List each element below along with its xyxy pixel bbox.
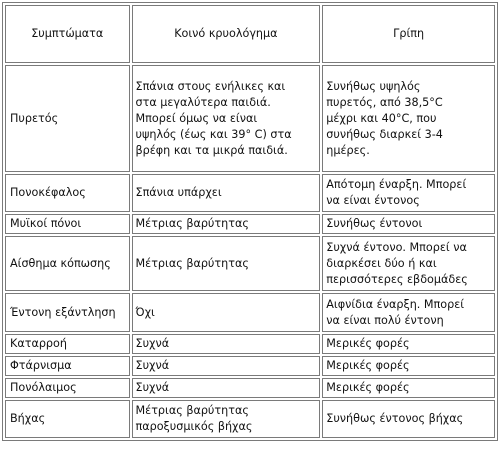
flu-cell: Μερικές φορές <box>322 356 495 376</box>
symptom-cell: Πονόλαιμος <box>5 378 130 398</box>
cold-cell: Συχνά <box>132 356 321 376</box>
table-row <box>5 400 495 438</box>
flu-cell: Μερικές φορές <box>322 334 495 354</box>
symptom-cell: Καταρροή <box>5 334 130 354</box>
table-row <box>5 174 495 212</box>
table-row <box>5 65 495 172</box>
table-row <box>5 334 495 354</box>
table-row <box>5 236 495 291</box>
header-common-cold: Κοινό κρυολόγημα <box>132 5 321 63</box>
header-row <box>5 5 495 63</box>
table-row <box>5 378 495 398</box>
symptom-cell: Έντονη εξάντληση <box>5 293 130 332</box>
symptom-cell: Πονοκέφαλος <box>5 174 130 212</box>
flu-cell: Συνήθως υψηλός πυρετός, από 38,5°C μέχρι και 40°C, που συνήθως διαρκεί 3-4 ημέρες. <box>322 65 495 172</box>
symptom-cell: Αίσθημα κόπωσης <box>5 236 130 291</box>
table-row <box>5 214 495 234</box>
flu-cell: Συχνά έντονο. Μπορεί να διαρκέσει δύο ή και περισσότερες εβδομάδες <box>322 236 495 291</box>
cold-cell: Συχνά <box>132 334 321 354</box>
symptom-cell: Μυϊκοί πόνοι <box>5 214 130 234</box>
flu-cell: Αιφνίδια έναρξη. Μπορεί να είναι πολύ έντονη <box>322 293 495 332</box>
symptom-cell: Πυρετός <box>5 65 130 172</box>
flu-cell: Συνήθως έντονοι <box>322 214 495 234</box>
comparison-table-wrapper <box>2 2 498 441</box>
cold-cell: Σπάνια στους ενήλικες και στα μεγαλύτερα παιδιά. Μπορεί όμως να είναι υψηλός (έως και 39° C) στα βρέφη και τα μικρά παιδιά. <box>132 65 321 172</box>
cold-cell: Μέτριας βαρύτητας <box>132 236 321 291</box>
symptom-cell: Βήχας <box>5 400 130 438</box>
flu-cell: Απότομη έναρξη. Μπορεί να είναι έντονος <box>322 174 495 212</box>
header-flu: Γρίπη <box>322 5 495 63</box>
cold-cell: Όχι <box>132 293 321 332</box>
cold-cell: Σπάνια υπάρχει <box>132 174 321 212</box>
flu-cell: Μερικές φορές <box>322 378 495 398</box>
table-row <box>5 356 495 376</box>
table-row <box>5 293 495 332</box>
cold-cell: Μέτριας βαρύτητας παροξυσμικός βήχας <box>132 400 321 438</box>
symptom-cell: Φτάρνισμα <box>5 356 130 376</box>
flu-cell: Συνήθως έντονος βήχας <box>322 400 495 438</box>
cold-cell: Συχνά <box>132 378 321 398</box>
cold-cell: Μέτριας βαρύτητας <box>132 214 321 234</box>
header-symptoms: Συμπτώματα <box>5 5 130 63</box>
symptoms-comparison-table <box>2 2 498 441</box>
